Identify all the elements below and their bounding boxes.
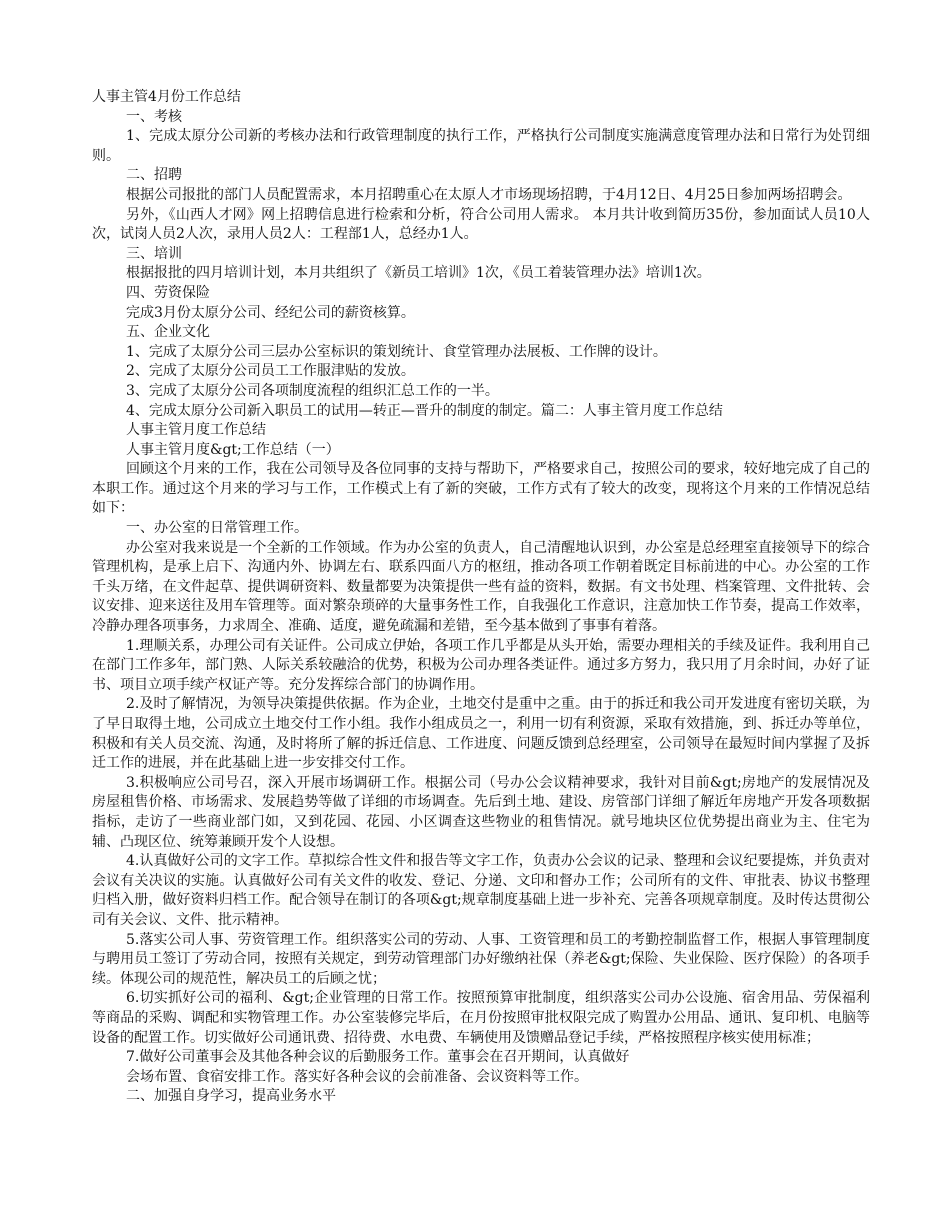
part2-subtitle: 人事主管月度&gt;工作总结（一）	[126, 441, 340, 458]
list-item: 3.积极响应公司号召，深入开展市场调研工作。根据公司（号办公会议精神要求，我针对目前&gt;房地产的发展情况及房屋租售价格、市场需求、发展趋势等做了详细的市场调查。先后到土地、建设、房管部门详细了解近年房地产开发各项数据指标，走访了一些商业部门如，又到花园、花园、小区调查这些物业的租售情况。就号地块区位优势提出商业为主、住宅为辅、凸现区位、统筹兼顾开发个人设想。	[92, 774, 870, 850]
paragraph: 1、完成太原分公司新的考核办法和行政管理制度的执行工作，严格执行公司制度实施满意度管理办法和日常行为处罚细则。	[92, 128, 870, 164]
list-item: 2.及时了解情况，为领导决策提供依据。作为企业，土地交付是重中之重。由于的拆迁和我公司开发进度有密切关联，为了早日取得土地，公司成立土地交付工作小组。我作小组成员之一，利用一切有利资源，采取有效措施，到、拆迁办等单位，积极和有关人员交流、沟通，及时将所了解的拆迁信息、工作进度、问题反馈到总经理室，公司领导在最短时间内掌握了及拆迁工作的进展，并在此基础上进一步安排交付工作。	[92, 696, 870, 772]
paragraph: 根据报批的四月培训计划，本月共组织了《新员工培训》1次，《员工着装管理办法》培训1次。	[126, 265, 711, 282]
list-item-continued: 会场布置、食宿安排工作。落实好各种会议的会前准备、会议资料等工作。	[126, 1068, 588, 1085]
section-heading-self-study: 二、加强自身学习，提高业务水平	[126, 1088, 336, 1105]
section-heading-training: 三、培训	[126, 245, 182, 262]
list-item: 3、完成了太原分公司各项制度流程的组织汇总工作的一半。	[126, 382, 499, 399]
section-heading-office: 一、办公室的日常管理工作。	[126, 520, 308, 537]
section-heading-recruitment: 二、招聘	[126, 167, 182, 184]
list-item: 4、完成太原分公司新入职员工的试用—转正—晋升的制度的制定。篇二：人事主管月度工作总结	[126, 402, 723, 419]
list-item: 1.理顺关系，办理公司有关证件。公司成立伊始，各项工作几乎都是从头开始，需要办理相关的手续及证件。我利用自己在部门工作多年，部门熟、人际关系较融洽的优势，积极为公司办理各类证件。通过多方努力，我只用了月余时间，办好了证书、项目立项手续产权证产等。充分发挥综合部门的协调作用。	[92, 637, 870, 693]
paragraph: 根据公司报批的部门人员配置需求，本月招聘重心在太原人才市场现场招聘，于4月12日、4月25日参加两场招聘会。	[126, 186, 852, 203]
list-item: 5.落实公司人事、劳资管理工作。组织落实公司的劳动、人事、工资管理和员工的考勤控制监督工作，根据人事管理制度与聘用员工签订了劳动合同，按照有关规定，到劳动管理部门办好缴纳社保（养老&gt;保险、失业保险、医疗保险）的各项手续。体现公司的规范性，解决员工的后顾之忧；	[92, 931, 870, 987]
paragraph-intro: 回顾这个月来的工作，我在公司领导及各位同事的支持与帮助下，严格要求自己，按照公司的要求，较好地完成了自己的本职工作。通过这个月来的学习与工作，工作模式上有了新的突破，工作方式有了较大的改变，现将这个月来的工作情况总结如下：	[92, 461, 870, 517]
part2-title: 人事主管月度工作总结	[126, 422, 266, 439]
list-item: 4.认真做好公司的文字工作。草拟综合性文件和报告等文字工作，负责办公会议的记录、整理和会议纪要提炼，并负责对会议有关决议的实施。认真做好公司有关文件的收发、登记、分递、文印和督办工作；公司所有的文件、审批表、协议书整理归档入册，做好资料归档工作。配合领导在制订的各项&gt;规章制度基础上进一步补充、完善各项规章制度。及时传达贯彻公司有关会议、文件、批示精神。	[92, 853, 870, 928]
doc-title: 人事主管4月份工作总结	[92, 89, 241, 105]
section-heading-assessment: 一、考核	[126, 108, 182, 125]
list-item: 1、完成了太原分公司三层办公室标识的策划统计、食堂管理办法展板、工作牌的设计。	[126, 343, 667, 360]
section-heading-labor-insurance: 四、劳资保险	[126, 284, 210, 301]
list-item: 6.切实抓好公司的福利、&gt;企业管理的日常工作。按照预算审批制度，组织落实公司办公设施、宿舍用品、劳保福利等商品的采购、调配和实物管理工作。办公室装修完毕后，在月份按照审批权限完成了购置办公用品、通讯、复印机、电脑等设备的配置工作。切实做好公司通讯费、招待费、水电费、车辆使用及馈赠品登记手续，严格按照程序核实使用标准；	[92, 990, 870, 1046]
paragraph: 办公室对我来说是一个全新的工作领域。作为办公室的负责人，自己清醒地认识到，办公室是总经理室直接领导下的综合管理机构，是承上启下、沟通内外、协调左右、联系四面八方的枢纽，推动各项工作朝着既定目标前进的中心。办公室的工作千头万绪，在文件起草、提供调研资料、数量都要为决策提供一些有益的资料，数据。有文书处理、档案管理、文件批转、会议安排、迎来送往及用车管理等。面对繁杂琐碎的大量事务性工作，自我强化工作意识，注意加快工作节奏，提高工作效率，冷静办理各项事务，力求周全、准确、适度，避免疏漏和差错，至今基本做到了事事有着落。	[92, 539, 870, 635]
section-heading-culture: 五、企业文化	[126, 324, 210, 341]
list-item: 7.做好公司董事会及其他各种会议的后勤服务工作。董事会在召开期间，认真做好	[126, 1049, 630, 1066]
list-item: 2、完成了太原分公司员工工作服津贴的发放。	[126, 363, 415, 380]
paragraph: 完成3月份太原分公司、经纪公司的薪资核算。	[126, 304, 415, 321]
paragraph: 另外，《山西人才网》网上招聘信息进行检索和分析，符合公司用人需求。 本月共计收到简历35份，参加面试人员10人次，试岗人员2人次，录用人员2人：工程部1人，总经办1人。	[92, 206, 870, 243]
